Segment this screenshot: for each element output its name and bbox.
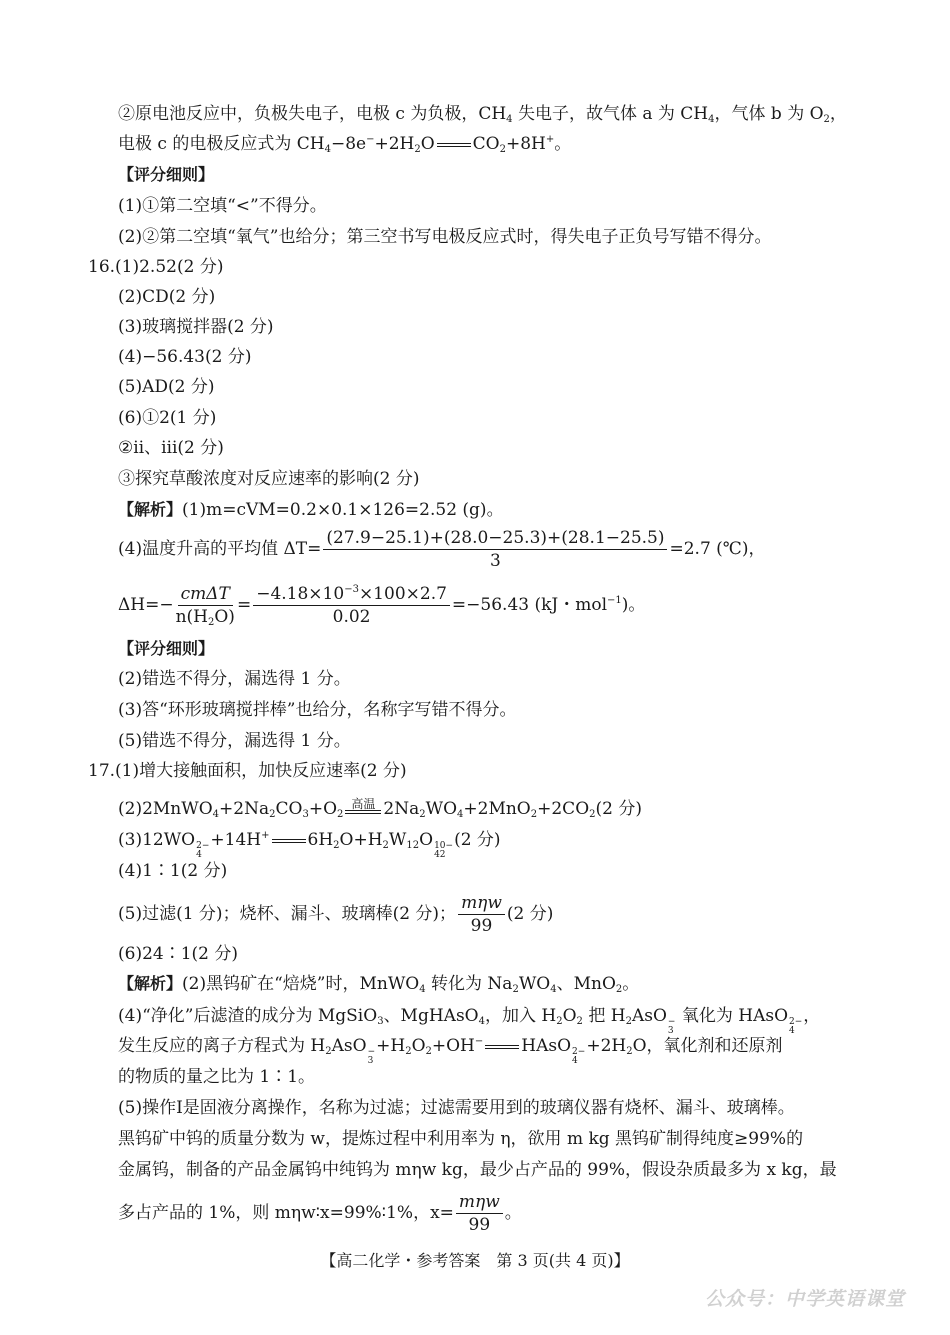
scoring-heading-16: 【评分细则】: [118, 639, 215, 658]
q17-3: (3)12WO 2− 4 +14H+ $6H_2O+H_2W_{12}O$ 10− 42 (2 分): [118, 830, 501, 860]
q16-6: (6)①2(1 分): [118, 408, 217, 428]
q16-2: (2)CD(2 分): [118, 287, 216, 307]
analysis-17-5-4: 多占产品的 1%，则 mηw∶x=99%∶1%，x= $\frac{\text{mηw}}{99}$ 。: [118, 1192, 522, 1235]
q16-8: ③探究草酸浓度对反应速率的影响(2 分): [118, 469, 420, 489]
analysis-16-4: (4)温度升高的平均值 ΔT= $\frac{(27.9-25.1)+(28.0-25.3)+(28.1-25.5)}{3}$ =2.7 (℃)，: [118, 528, 766, 571]
reaction-condition: 高温: [345, 798, 381, 820]
scoring-15-2: (2)②第二空填“氧气”也给分；第三空书写电极反应式时，得失电子正负号写错不得分。: [118, 227, 772, 247]
dh-fraction-1: $\frac{\text{cmΔT}}{n(H_2O)}$: [175, 584, 235, 628]
analysis-17-5-2: 黑钨矿中钨的质量分数为 w，提炼过程中利用率为 η，欲用 m kg 黑钨矿制得纯度≥99%的: [118, 1129, 804, 1149]
analysis-17-4-2: 发生反应的离子方程式为 $H_2AsO$ − 3 $+H_2O_2+OH^-$ HAsO 2− 4 $+2H_2O$，氧化剂和还原剂: [118, 1036, 783, 1066]
impurity-fraction: $\frac{\text{mηw}}{99}$: [456, 1192, 503, 1235]
q17-5: (5)过滤(1 分)；烧杯、漏斗、玻璃棒(2 分)； $\frac{\text{mηw}}{99}$ (2 分): [118, 893, 554, 936]
line-15-2-1: ②原电池反应中，负极失电子，电极 c 为负极，$CH_4$ 失电子，故气体 a 为 $CH_4$，气体 b 为 $O_2$，: [118, 104, 847, 125]
q16-5: (5)AD(2 分): [118, 377, 215, 397]
equals-arrow: [272, 839, 306, 843]
line-15-2-2: 电极 c 的电极反应式为 $CH_4-8e^-+2H_2O$ $CO_2+8H^+$。: [118, 134, 572, 155]
analysis-17-5-3: 金属钨，制备的产品金属钨中纯钨为 mηw kg，最少占产品的 99%，假设杂质最多为 x kg，最: [118, 1160, 837, 1180]
q16-1: 16.(1)2.52(2 分): [88, 257, 224, 277]
q16-7: ②ⅱ、ⅲ(2 分): [118, 438, 224, 458]
equals-arrow: [437, 143, 471, 147]
scoring-heading-15: 【评分细则】: [118, 165, 215, 184]
scoring-15-1: (1)①第二空填“<”不得分。: [118, 196, 327, 216]
q17-2: $(2)2MnWO_4+2Na_2CO_3+O_2$ 高温 $2Na_2WO_4+2MnO_2+2CO_2(2$ 分): [118, 797, 642, 820]
watermark: 公众号：中学英语课堂: [705, 1288, 906, 1310]
scoring-16-2: (2)错选不得分，漏选得 1 分。: [118, 669, 351, 689]
q17-1: 17.(1)增大接触面积，加快反应速率(2 分): [88, 761, 407, 781]
dh-fraction-2: $\frac{-4.18\times 10^{-3}\times 100\times 2.7}{0.02}$: [253, 584, 450, 627]
analysis-16-dh: ΔH=− $\frac{\text{cmΔT}}{n(H_2O)}$ = $\frac{-4.18\times 10^{-3}\times 100\times 2.7}{0.02}$ =−56.43 (kJ・mol$^{-1}$)。: [118, 584, 646, 628]
q16-3: (3)玻璃搅拌器(2 分): [118, 317, 274, 337]
q16-4: (4)−56.43(2 分): [118, 347, 252, 367]
analysis-17-4-3: 的物质的量之比为 1∶1。: [118, 1067, 316, 1087]
analysis-17-5-1: (5)操作Ⅰ是固液分离操作，名称为过滤；过滤需要用到的玻璃仪器有烧杯、漏斗、玻璃棒。: [118, 1098, 795, 1118]
q17-4: (4)1∶1(2 分): [118, 861, 228, 881]
scoring-16-3: (3)答“环形玻璃搅拌棒”也给分，名称字写错不得分。: [118, 700, 517, 720]
q17-6: (6)24∶1(2 分): [118, 944, 239, 964]
analysis-17-2: 【解析】(2)黑钨矿在“焙烧”时，MnWO$_4$ 转化为 $Na_2WO_4$、MnO$_2$。: [118, 974, 640, 995]
scoring-16-5: (5)错选不得分，漏选得 1 分。: [118, 731, 351, 751]
delta-t-fraction: $\frac{(27.9-25.1)+(28.0-25.3)+(28.1-25.5)}{3}$: [323, 528, 667, 571]
yield-fraction: $\frac{\text{mηw}}{99}$: [458, 893, 505, 936]
analysis-16-1: 【解析】(1)m=cVM=0.2×0.1×126=2.52 (g)。: [118, 500, 504, 520]
page-footer: 【高二化学・参考答案 第 3 页(共 4 页)】: [320, 1251, 630, 1270]
equals-arrow: [485, 1045, 519, 1049]
analysis-17-4-1: (4)“净化”后滤渣的成分为 MgSiO$_3$、MgHAsO$_4$，加入 $H_2O_2$ 把 $H_2AsO$ − 3 氧化为 HAsO 2− 4 ，: [118, 1006, 821, 1036]
